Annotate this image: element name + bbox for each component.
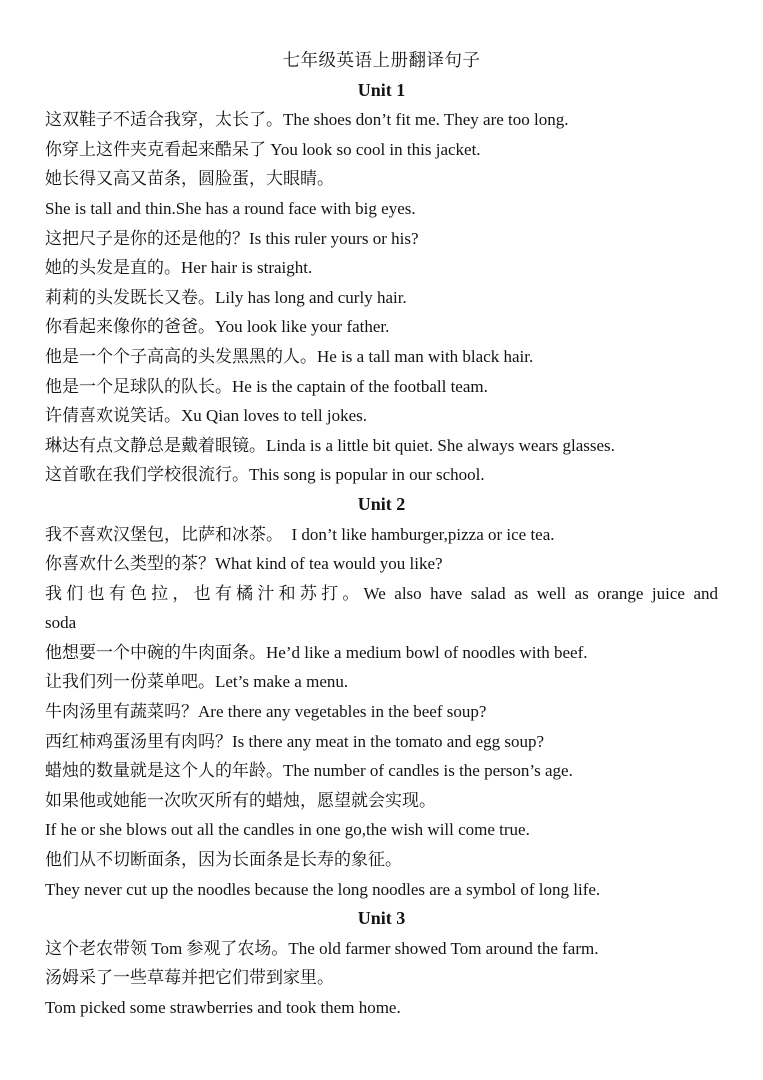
sentence-line: 许倩喜欢说笑话。Xu Qian loves to tell jokes.	[45, 406, 368, 426]
sentence-line: 琳达有点文静总是戴着眼镜。Linda is a little bit quiet. She always wears glasses.	[45, 435, 615, 455]
sentence-line: 莉莉的头发既长又卷。Lily has long and curly hair.	[45, 287, 407, 307]
sentence-line-continuation: soda	[45, 613, 77, 633]
sentence-line: 牛肉汤里有蔬菜吗？Are there any vegetables in the beef soup?	[45, 702, 487, 722]
page-title: 七年级英语上册翻译句子	[282, 50, 481, 70]
sentence-line: 我们也有色拉，也有橘汁和苏打。We also have salad as well as orange juice and	[45, 583, 718, 603]
sentence-line: 他是一个足球队的队长。He is the captain of the football team.	[45, 376, 488, 396]
sentence-line: 他是一个个子高高的头发黑黑的人。He is a tall man with black hair.	[45, 346, 534, 366]
sentence-line: 他想要一个中碗的牛肉面条。He’d like a medium bowl of noodles with beef.	[45, 642, 588, 662]
sentence-line: 这双鞋子不适合我穿，太长了。The shoes don’t fit me. They are too long.	[45, 110, 569, 130]
unit-2-heading: Unit 2	[357, 493, 406, 514]
sentence-line: 他们从不切断面条，因为长面条是长寿的象征。	[45, 850, 402, 870]
sentence-line: 你看起来像你的爸爸。You look like your father.	[45, 317, 390, 337]
sentence-line: 你喜欢什么类型的茶？What kind of tea would you like?	[45, 554, 443, 574]
unit-1-heading: Unit 1	[357, 79, 406, 100]
sentence-line: If he or she blows out all the candles in one go,the wish will come true.	[45, 820, 530, 840]
sentence-line: 让我们列一份菜单吧。Let’s make a menu.	[45, 672, 349, 692]
sentence-line: 她的头发是直的。Her hair is straight.	[45, 258, 313, 278]
sentence-line: 你穿上这件夹克看起来酷呆了 You look so cool in this jacket.	[45, 139, 481, 159]
unit-3-heading: Unit 3	[357, 908, 406, 929]
sentence-line: 我不喜欢汉堡包，比萨和冰茶。 I don’t like hamburger,pizza or ice tea.	[45, 524, 555, 544]
sentence-line: 汤姆采了一些草莓并把它们带到家里。	[45, 968, 334, 988]
sentence-line: She is tall and thin.She has a round face with big eyes.	[45, 198, 416, 218]
sentence-line: 如果他或她能一次吹灭所有的蜡烛，愿望就会实现。	[45, 790, 436, 810]
sentence-line: 蜡烛的数量就是这个人的年龄。The number of candles is the person’s age.	[45, 761, 573, 781]
sentence-line: 这个老农带领 Tom 参观了农场。The old farmer showed Tom around the farm.	[45, 938, 599, 958]
sentence-line: 西红柿鸡蛋汤里有肉吗？Is there any meat in the tomato and egg soup?	[45, 731, 545, 751]
sentence-line: 这首歌在我们学校很流行。This song is popular in our school.	[45, 465, 485, 485]
sentence-line: 她长得又高又苗条，圆脸蛋，大眼睛。	[45, 169, 334, 189]
sentence-line: 这把尺子是你的还是他的？Is this ruler yours or his?	[45, 228, 419, 248]
sentence-line: Tom picked some strawberries and took them home.	[45, 998, 401, 1017]
sentence-line: They never cut up the noodles because the long noodles are a symbol of long life.	[45, 879, 601, 899]
